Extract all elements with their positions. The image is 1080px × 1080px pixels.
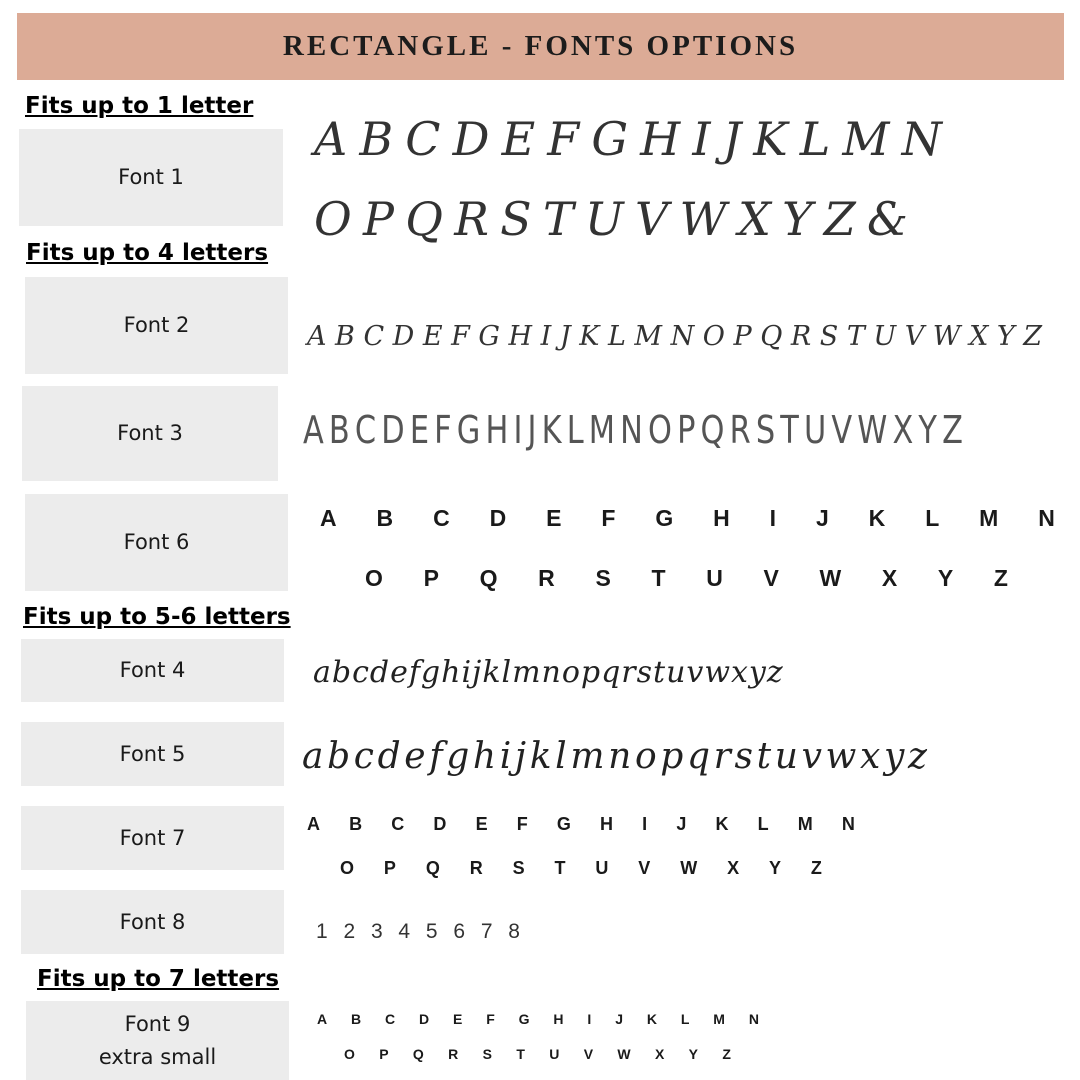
sample-glyph: b (331, 655, 352, 690)
sample-glyph: i (499, 736, 512, 777)
sample-glyph: g (446, 736, 470, 777)
font-6-label-box (25, 494, 288, 591)
sample-glyph: z (766, 655, 783, 690)
sample-glyph: f (408, 655, 420, 690)
sample-glyph: C (363, 321, 385, 352)
font-1-label: Font 1 (118, 165, 184, 189)
sample-glyph: n (608, 736, 632, 777)
font-8-label-box (21, 890, 284, 954)
sample-glyph: r (713, 736, 731, 777)
sample-glyph: R (469, 858, 483, 878)
sample-glyph: z (907, 736, 927, 777)
sample-glyph: B (376, 505, 394, 531)
sample-glyph: R (454, 192, 489, 246)
sample-glyph: E (475, 814, 488, 834)
sample-glyph: I (540, 321, 552, 352)
sample-glyph: 3 (370, 920, 383, 943)
sample-glyph: Y (918, 408, 937, 452)
sample-glyph: D (452, 112, 490, 166)
sample-glyph: C (385, 1011, 396, 1027)
section-heading-5-6-letters: Fits up to 5-6 letters (23, 604, 291, 630)
sample-glyph: V (638, 858, 651, 878)
sample-glyph: T (542, 192, 574, 246)
sample-glyph: Q (412, 1046, 424, 1062)
sample-glyph: W (857, 408, 888, 452)
sample-glyph: J (676, 814, 687, 834)
sample-glyph: 6 (453, 920, 466, 943)
font-1-sample-row-2 (314, 192, 908, 246)
sample-glyph: k (482, 655, 501, 690)
sample-glyph: V (831, 408, 853, 452)
sample-glyph: Z (823, 192, 856, 246)
sample-glyph: U (549, 1046, 560, 1062)
sample-glyph: L (680, 1011, 690, 1027)
font-7-label: Font 7 (119, 825, 186, 850)
sample-glyph: D (489, 505, 507, 531)
sample-glyph: K (753, 112, 788, 166)
sample-glyph: G (478, 321, 500, 352)
sample-glyph: X (738, 192, 771, 246)
sample-glyph: T (516, 1046, 525, 1062)
font-7-sample-row-1 (307, 814, 855, 835)
sample-glyph: T (846, 321, 865, 352)
sample-glyph: & (867, 192, 908, 246)
sample-glyph: h (472, 736, 497, 777)
sample-glyph: U (584, 192, 624, 246)
font-5-sample-row (302, 736, 927, 777)
sample-glyph: u (666, 655, 686, 690)
sample-glyph: U (595, 858, 609, 878)
font-4-label-box (21, 639, 284, 702)
sample-glyph: G (655, 505, 674, 531)
sample-glyph: B (359, 112, 394, 166)
font-3-sample-row (303, 408, 963, 452)
sample-glyph: E (501, 112, 536, 166)
sample-glyph: m (570, 736, 605, 777)
sample-glyph: e (390, 655, 408, 690)
sample-glyph: D (419, 1011, 430, 1027)
sample-glyph: W (680, 858, 698, 878)
sample-glyph: V (763, 565, 779, 591)
sample-glyph: q (686, 736, 710, 777)
sample-glyph: K (715, 814, 729, 834)
sample-glyph: W (617, 1046, 631, 1062)
sample-glyph: M (713, 1011, 725, 1027)
sample-glyph: H (600, 814, 614, 834)
sample-glyph: N (841, 814, 855, 834)
sample-glyph: L (757, 814, 769, 834)
sample-glyph: 2 (343, 920, 356, 943)
sample-glyph: X (654, 1046, 665, 1062)
font-6-sample-row-2 (365, 565, 1008, 592)
sample-glyph: H (485, 408, 509, 452)
font-3-label: Font 3 (117, 421, 183, 445)
sample-glyph: 8 (508, 920, 520, 943)
sample-glyph: M (797, 814, 813, 834)
sample-glyph: F (601, 505, 616, 531)
sample-glyph: H (640, 112, 681, 166)
sample-glyph: V (634, 192, 669, 246)
sample-glyph: s (636, 655, 653, 690)
sample-glyph: K (868, 505, 886, 531)
sample-glyph: K (579, 321, 600, 352)
sample-glyph: n (541, 655, 561, 690)
sample-glyph: g (420, 655, 441, 690)
sample-glyph: Q (425, 858, 440, 878)
sample-glyph: A (320, 505, 337, 531)
sample-glyph: P (379, 1046, 389, 1062)
sample-glyph: y (883, 736, 905, 777)
sample-glyph: Z (722, 1046, 731, 1062)
sample-glyph: M (634, 321, 663, 352)
sample-glyph: t (653, 655, 666, 690)
sample-glyph: E (422, 321, 443, 352)
sample-glyph: G (518, 1011, 530, 1027)
sample-glyph: G (456, 408, 481, 452)
sample-glyph: J (722, 112, 742, 166)
section-heading-4-letters: Fits up to 4 letters (26, 240, 269, 266)
sample-glyph: o (634, 736, 657, 777)
sample-glyph: G (591, 112, 629, 166)
sample-glyph: S (500, 192, 532, 246)
sample-glyph: t (756, 736, 772, 777)
sample-glyph: j (472, 655, 482, 690)
sample-glyph: d (369, 655, 390, 690)
sample-glyph: D (381, 408, 405, 452)
sample-glyph: S (755, 408, 776, 452)
sample-glyph: S (595, 565, 611, 591)
sample-glyph: O (702, 321, 725, 352)
sample-glyph: Y (937, 565, 954, 591)
sample-glyph: I (692, 112, 711, 166)
sample-glyph: e (404, 736, 426, 777)
sample-glyph: V (583, 1046, 594, 1062)
sample-glyph: B (349, 814, 363, 834)
sample-glyph: j (514, 736, 527, 777)
sample-glyph: P (363, 192, 394, 246)
sample-glyph: B (328, 408, 350, 452)
sample-glyph: T (554, 858, 566, 878)
sample-glyph: S (482, 1046, 492, 1062)
sample-glyph: L (566, 408, 584, 452)
sample-glyph: 5 (425, 920, 438, 943)
font-2-sample-row (307, 321, 1042, 352)
sample-glyph: a (302, 736, 324, 777)
font-4-sample-row (313, 655, 783, 690)
sample-glyph: N (1038, 505, 1055, 531)
sample-glyph: O (365, 565, 383, 591)
sample-glyph: I (769, 505, 777, 531)
font-1-sample-row-1 (314, 112, 942, 166)
sample-glyph: A (314, 112, 348, 166)
sample-glyph: d (377, 736, 401, 777)
sample-glyph: S (512, 858, 525, 878)
sample-glyph: I (587, 1011, 592, 1027)
page-title: RECTANGLE - FONTS OPTIONS (282, 30, 799, 62)
sample-glyph: N (901, 112, 942, 166)
font-6-sample-row-1 (320, 505, 1055, 532)
sample-glyph: A (317, 1011, 328, 1027)
sample-glyph: Y (782, 192, 813, 246)
sample-glyph: E (409, 408, 430, 452)
font-5-label: Font 5 (119, 741, 186, 766)
font-7-sample-row-2 (340, 858, 822, 879)
sample-glyph: Q (405, 192, 443, 246)
sample-glyph: C (391, 814, 405, 834)
sample-glyph: M (842, 112, 890, 166)
sample-glyph: N (670, 321, 695, 352)
font-9-sublabel: extra small (98, 1044, 217, 1069)
sample-glyph: v (801, 736, 822, 777)
sample-glyph: V (904, 321, 925, 352)
sample-glyph: O (648, 408, 672, 452)
sample-glyph: G (556, 814, 571, 834)
section-heading-1-letter: Fits up to 1 letter (25, 93, 254, 119)
sample-glyph: p (660, 736, 684, 777)
sample-glyph: q (601, 655, 621, 690)
sample-glyph: x (730, 655, 748, 690)
sample-glyph: R (729, 408, 751, 452)
sample-glyph: f (429, 736, 443, 777)
sample-glyph: w (704, 655, 730, 690)
sample-glyph: P (383, 858, 396, 878)
sample-glyph: F (516, 814, 528, 834)
sample-glyph: E (546, 505, 562, 531)
font-1-label-box (19, 129, 283, 226)
sample-glyph: K (646, 1011, 657, 1027)
sample-glyph: l (555, 736, 567, 777)
font-5-label-box (21, 722, 284, 786)
sample-glyph: Z (993, 565, 1008, 591)
sample-glyph: A (307, 321, 327, 352)
sample-glyph: D (433, 814, 447, 834)
sample-glyph: w (825, 736, 857, 777)
sample-glyph: Q (760, 321, 783, 352)
sample-glyph: i (461, 655, 472, 690)
font-4-label: Font 4 (119, 658, 186, 682)
font-6-label: Font 6 (123, 530, 190, 554)
header-banner (17, 13, 1064, 80)
sample-glyph: C (433, 505, 450, 531)
font-7-label-box (21, 806, 284, 870)
sample-glyph: a (313, 655, 331, 690)
sample-glyph: Z (1023, 321, 1042, 352)
sample-glyph: u (774, 736, 798, 777)
sample-glyph: v (686, 655, 704, 690)
font-9-sample-row-2 (344, 1046, 731, 1062)
font-2-label-box (25, 277, 288, 374)
sample-glyph: 7 (480, 920, 493, 943)
sample-glyph: J (815, 505, 829, 531)
sample-glyph: F (434, 408, 452, 452)
sample-glyph: y (748, 655, 766, 690)
sample-glyph: E (453, 1011, 463, 1027)
font-3-label-box (22, 386, 278, 481)
sample-glyph: l (501, 655, 512, 690)
sample-glyph: 4 (398, 920, 411, 943)
sample-glyph: N (748, 1011, 759, 1027)
sample-glyph: B (335, 321, 355, 352)
sample-glyph: x (860, 736, 881, 777)
sample-glyph: Y (769, 858, 782, 878)
sample-glyph: U (706, 565, 723, 591)
font-8-label: Font 8 (119, 909, 186, 934)
sample-glyph: r (621, 655, 636, 690)
sample-glyph: Y (688, 1046, 698, 1062)
section-heading-7-letters: Fits up to 7 letters (37, 966, 280, 992)
sample-glyph: S (819, 321, 839, 352)
sample-glyph: I (513, 408, 523, 452)
sample-glyph: D (392, 321, 415, 352)
sample-glyph: R (538, 565, 555, 591)
sample-glyph: R (790, 321, 812, 352)
sample-glyph: L (607, 321, 626, 352)
sample-glyph: X (969, 321, 989, 352)
sample-glyph: F (451, 321, 470, 352)
sample-glyph: O (344, 1046, 355, 1062)
sample-glyph: J (559, 321, 571, 352)
sample-glyph: X (892, 408, 914, 452)
sample-glyph: M (588, 408, 615, 452)
sample-glyph: Q (479, 565, 498, 591)
sample-glyph: H (508, 321, 533, 352)
sample-glyph: Y (996, 321, 1015, 352)
sample-glyph: k (529, 736, 552, 777)
sample-glyph: h (441, 655, 461, 690)
sample-glyph: I (642, 814, 648, 834)
sample-glyph: N (620, 408, 643, 452)
font-2-label: Font 2 (123, 313, 190, 337)
sample-glyph: A (307, 814, 320, 834)
sample-glyph: R (448, 1046, 459, 1062)
sample-glyph: A (303, 408, 324, 452)
sample-glyph: U (803, 408, 827, 452)
font-9-label-box (26, 1001, 289, 1080)
sample-glyph: P (423, 565, 439, 591)
sample-glyph: X (881, 565, 898, 591)
sample-glyph: K (541, 408, 562, 452)
sample-glyph: T (780, 408, 799, 452)
sample-glyph: O (340, 858, 355, 878)
sample-glyph: L (925, 505, 940, 531)
sample-glyph: p (580, 655, 601, 690)
sample-glyph: 1 (316, 920, 328, 943)
sample-glyph: W (819, 565, 842, 591)
font-8-sample-row (316, 920, 520, 944)
sample-glyph: o (561, 655, 580, 690)
sample-glyph: X (727, 858, 740, 878)
sample-glyph: U (873, 321, 897, 352)
sample-glyph: P (677, 408, 696, 452)
sample-glyph: Z (942, 408, 963, 452)
sample-glyph: H (713, 505, 730, 531)
sample-glyph: M (979, 505, 999, 531)
sample-glyph: c (353, 736, 374, 777)
sample-glyph: c (352, 655, 369, 690)
sample-glyph: s (734, 736, 753, 777)
sample-glyph: T (651, 565, 666, 591)
sample-glyph: Z (810, 858, 822, 878)
sample-glyph: P (733, 321, 752, 352)
sample-glyph: F (486, 1011, 495, 1027)
sample-glyph: C (354, 408, 377, 452)
sample-glyph: b (327, 736, 351, 777)
sample-glyph: F (547, 112, 580, 166)
sample-glyph: H (553, 1011, 564, 1027)
sample-glyph: m (512, 655, 541, 690)
sample-glyph: Q (700, 408, 725, 452)
sample-glyph: J (615, 1011, 623, 1027)
font-9-label: Font 9 (124, 1011, 191, 1036)
sample-glyph: W (932, 321, 961, 352)
sample-glyph: O (314, 192, 352, 246)
sample-glyph: B (351, 1011, 362, 1027)
sample-glyph: C (405, 112, 441, 166)
sample-glyph: L (799, 112, 831, 166)
sample-glyph: J (527, 408, 537, 452)
sample-glyph: W (679, 192, 727, 246)
font-9-sample-row-1 (317, 1011, 759, 1027)
